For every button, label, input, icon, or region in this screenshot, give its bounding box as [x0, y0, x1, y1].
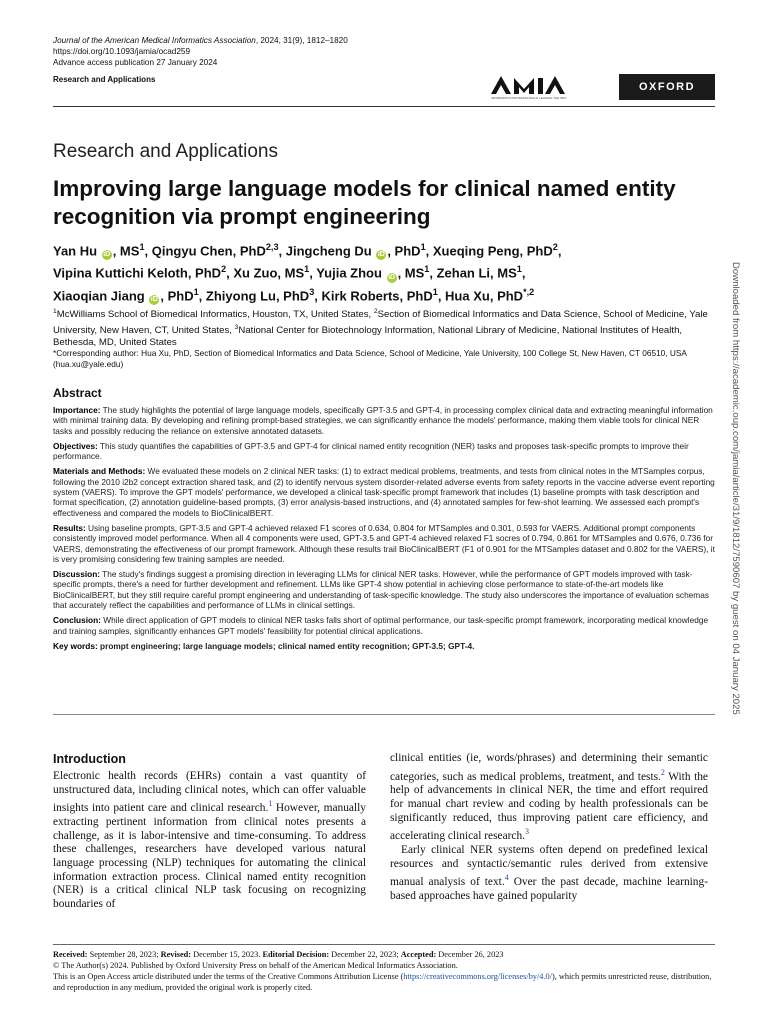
received-date: September 28, 2023;: [87, 950, 161, 959]
author-list: [53, 238, 723, 305]
affiliation-text: Section of Biomedical Informatics and Data Science, School of Medicine, Yale University, New Haven, CT, United States,: [53, 309, 708, 336]
citation-ref[interactable]: 3: [525, 827, 529, 837]
abstract-section-text: We evaluated these models on 2 clinical NER tasks: (1) to extract medical problems, treatments, and tests from clinical notes in the MTSamples corpus, following the 2010 i2b2 concept extraction shared task, and (2) to identify nervous system disorder-related adverse events from safety reports in the vaccine adverse event reporting system (VAERS). To improve the GPT models' performance, we developed a clinical task-specific prompt framework that includes (1) baseline prompts with task description and format specification, (2) annotation guideline-based prompts, (3) error analysis-based instructions, and (4) annotated samples for few-shot learning. We assessed each prompt's effectiveness and compared the models to BioClinicalBERT.: [53, 466, 715, 518]
abstract-section: [53, 405, 715, 436]
svg-text:INFORMATICS PROFESSIONALS. LEA: INFORMATICS PROFESSIONALS. LEADING THE WAY.: [491, 96, 568, 100]
author-separator: ,: [226, 265, 234, 281]
author-separator: ,: [521, 265, 526, 281]
header-section: Research and Applications: [53, 75, 156, 84]
author-degree: , PhD: [489, 287, 524, 303]
intro-column-right: [390, 752, 708, 903]
affiliation-ref: 2: [552, 242, 558, 252]
accepted-date: December 26, 2023: [436, 950, 504, 959]
abstract-section-text: Using baseline prompts, GPT-3.5 and GPT-4 achieved relaxed F1 scores of 0.634, 0.804 for MTSamples and 0.301, 0.593 for VAERS. Additional prompt components consistently improved model performance. When all 4 components were used, GPT-3.5 and GPT-4 achieved relaxed F1 socres of 0.794, 0.861 for MTSamples and 0.676, 0.736 for VAERS, demonstrating the effectiveness of our prompt framework. Although these results trail BioClinicalBERT (F1 of 0.901 for the MTSamples dataset and 0.802 for the VAERS), it is very promising considering few training samples are needed.: [53, 522, 715, 564]
author[interactable]: Xu Zuo: [233, 265, 278, 281]
author-degree: , PhD: [275, 287, 310, 303]
author-separator: ,: [557, 243, 562, 259]
journal-volume: , 2024, 31(9), 1812–1820: [255, 36, 348, 45]
download-watermark-text: Downloaded from https://academic.oup.com/jamia/article/31/9/1812/7590607 by guest on 04 January 2025: [730, 262, 741, 715]
corresponding-author: *Corresponding author: Hua Xu, PhD, Section of Biomedical Informatics and Data Science, School of Medicine, Yale University, 100 College St, New Haven, CT 06510, USA (hua.xu@yale.edu): [53, 348, 687, 369]
decision-date: December 22, 2023;: [329, 950, 401, 959]
copyright: © The Author(s) 2024. Published by Oxford University Press on behalf of the American Medical Informatics Association.: [53, 961, 458, 970]
abstract-section: [53, 441, 715, 462]
access-date: Advance access publication 27 January 2024: [53, 58, 218, 67]
author[interactable]: Jingcheng Du: [285, 243, 372, 259]
orcid-icon[interactable]: iD: [150, 295, 158, 303]
orcid-icon[interactable]: iD: [103, 251, 111, 259]
author[interactable]: Kirk Roberts: [321, 287, 400, 303]
abstract-section-text: The study's findings suggest a promising direction in leveraging LLMs for clinical NER tasks. However, while the performance of GPT models improved with task-specific prompts, there's a need for further development and refinement. LLMs like GPT-4 show potential in achieving close performance to state-of-the-art models like BioClinicalBERT, but they still require careful prompt engineering and understanding of task-specific knowledge. The study also underscores the importance of evaluation schemas that accurately reflect the capabilities and performance of LLMs in clinical settings.: [53, 569, 709, 611]
affiliation-number: 2: [373, 308, 378, 315]
author-separator: ,: [425, 243, 433, 259]
oxford-logo: OXFORD: [619, 74, 715, 100]
author-degree: , PhD: [519, 243, 553, 259]
doi-link[interactable]: https://doi.org/10.1093/jamia/ocad259: [53, 47, 191, 56]
abstract-section-label: Objectives:: [53, 440, 98, 451]
citation-ref[interactable]: 2: [660, 767, 665, 777]
keywords-label: Key words:: [53, 640, 98, 651]
amia-logo: [489, 74, 611, 100]
footer-rule: [53, 944, 715, 945]
abstract-section: [53, 523, 715, 564]
author[interactable]: Yan Hu: [53, 243, 98, 259]
download-watermark: [728, 262, 742, 715]
history-dates: [53, 949, 718, 960]
intro-text: Over the past decade, machine learning-based approaches have gained popularity: [390, 876, 708, 902]
section-title: Research and Applications: [53, 141, 278, 162]
affiliation-ref: 1: [304, 264, 310, 275]
citation-ref[interactable]: 1: [268, 799, 273, 809]
author-degree: , MS: [397, 265, 425, 281]
author[interactable]: Zehan Li: [436, 265, 491, 281]
journal-name: Journal of the American Medical Informatics Association: [53, 36, 256, 45]
revised-date: December 15, 2023.: [191, 950, 263, 959]
abstract-section-label: Results:: [53, 522, 86, 533]
author-degree: , PhD: [399, 287, 433, 303]
author[interactable]: Hua Xu: [445, 287, 490, 303]
intro-column-left: [53, 770, 366, 912]
license-link[interactable]: https://creativecommons.org/licenses/by/4.0/: [403, 972, 552, 981]
affiliation-ref: 1: [516, 264, 522, 275]
affiliation-ref: 1: [193, 286, 199, 297]
author[interactable]: Xueqing Peng: [432, 243, 520, 259]
affiliation-number: 3: [234, 323, 239, 331]
abstract-rule: [53, 714, 715, 715]
keywords: [53, 641, 715, 651]
received-label: Received:: [53, 950, 88, 959]
affiliation-ref: 1: [432, 286, 438, 297]
intro-text: Electronic health records (EHRs) contain a vast quantity of unstructured data, including clinical notes, which can offer valuable insights into patient care and clinical research.: [53, 770, 366, 815]
abstract-section-label: Conclusion:: [53, 615, 101, 626]
license-text: ), which permits unrestricted reuse, distribution, and reproduction in any medium, provided the original work is properly cited.: [53, 972, 712, 992]
author[interactable]: Xiaoqian Jiang: [53, 287, 145, 303]
abstract-section: [53, 466, 715, 517]
author-degree: , PhD: [160, 287, 194, 303]
accepted-label: Accepted:: [400, 950, 437, 959]
author-separator: ,: [278, 243, 286, 259]
author-separator: ,: [314, 287, 322, 303]
affiliation-text: McWilliams School of Biomedical Informatics, Houston, TX, United States,: [56, 309, 374, 321]
author[interactable]: Vipina Kuttichi Keloth: [53, 265, 188, 281]
intro-text: With the help of advancements in clinical NER, the time and effort required for manual chart review and coding by health professionals can be significantly reduced, thus improving patient care efficiency, and accelerating clinical research.: [390, 770, 708, 843]
citation-ref[interactable]: 4: [504, 873, 509, 883]
journal-citation: [53, 35, 348, 46]
abstract-section-text: While direct application of GPT models to clinical NER tasks falls short of optimal performance, our task-specific prompt framework, incorporating medical knowledge and training samples, significantly enhances GPT models' feasibility for potential clinical applications.: [53, 615, 709, 636]
abstract-section-label: Importance:: [53, 405, 101, 415]
affiliation-ref: *,2: [523, 286, 535, 297]
revised-label: Revised:: [160, 950, 192, 959]
license: [53, 971, 718, 993]
author-degree: , MS: [490, 265, 517, 281]
author-degree: , PhD: [232, 243, 266, 259]
affiliation-number: 1: [53, 308, 57, 315]
affiliation-ref: 2,3: [265, 242, 279, 252]
header-rule: [53, 106, 715, 107]
author-separator: ,: [309, 265, 317, 281]
decision-label: Editorial Decision:: [262, 950, 330, 959]
affiliation-ref: 1: [424, 264, 430, 275]
author[interactable]: Yujia Zhou: [316, 265, 382, 281]
abstract-heading: Abstract: [53, 386, 102, 400]
paper-title: Improving large language models for clinical named entity recognition via prompt engineering: [53, 176, 676, 229]
abstract-section-label: Materials and Methods:: [53, 466, 146, 477]
author-degree: , MS: [112, 243, 140, 259]
author-degree: , MS: [277, 265, 305, 281]
affiliation-ref: 1: [420, 242, 426, 252]
abstract-section-label: Discussion:: [53, 569, 101, 580]
author[interactable]: Qingyu Chen: [151, 243, 233, 259]
intro-text: clinical entities (ie, words/phrases) and determining their semantic categories, such as medical problems, treatment, and tests.: [390, 752, 708, 783]
keywords-text: prompt engineering; large language models; clinical named entity recognition; GPT-3.5; GPT-4.: [97, 640, 475, 651]
affiliation-ref: 2: [221, 264, 227, 275]
affiliation-text: National Center for Biotechnology Information, National Library of Medicine, National Institutes of Health, Bethesda, MD, United States: [53, 324, 683, 349]
abstract-section-text: The study highlights the potential of large language models, specifically GPT-3.5 and GPT-4, in processing complex clinical data and extracting meaningful information with minimal training data. By developing and refining prompt-based strategies, we can significantly enhance the models' performance, making them viable tools for clinical NER tasks and possibly reducing the reliance on extensive annotated datasets.: [53, 405, 713, 436]
abstract-section: [53, 569, 715, 610]
author[interactable]: Zhiyong Lu: [205, 287, 276, 303]
intro-text: However, manually extracting pertinent information from clinical notes presents a challenge, as it is labor-intensive and time-consuming. To address these challenges, researchers have developed various natural language processing (NLP) techniques for automating the clinical information extraction process. Clinical named entity recognition (NER) is a critical clinical NLP task focusing on recognizing boundaries of: [53, 802, 366, 911]
author-separator: ,: [198, 287, 206, 303]
intro-text: Early clinical NER systems often depend on predefined lexical resources and syntactic/semantic rules derived from extensive manual analysis of text.: [390, 843, 708, 889]
author-degree: , PhD: [387, 243, 421, 259]
author-separator: ,: [429, 265, 437, 281]
author-separator: ,: [144, 243, 152, 259]
abstract-section-text: This study quantifies the capabilities of GPT-3.5 and GPT-4 for clinical named entity recognition (NER) tasks and proposes task-specific prompts to improve their performance.: [53, 440, 689, 462]
abstract-section: [53, 615, 715, 636]
orcid-icon[interactable]: iD: [377, 251, 385, 259]
intro-heading: Introduction: [53, 752, 126, 766]
license-text: This is an Open Access article distributed under the terms of the Creative Commons Attribution License (: [53, 972, 404, 981]
author-degree: , PhD: [187, 265, 222, 281]
abstract-body: [53, 405, 715, 656]
affiliation-ref: 1: [139, 242, 145, 252]
affiliation-ref: 3: [309, 286, 315, 297]
affiliations: [53, 306, 713, 350]
footer: [53, 949, 718, 993]
orcid-icon[interactable]: iD: [388, 273, 396, 281]
author-separator: ,: [437, 287, 446, 303]
